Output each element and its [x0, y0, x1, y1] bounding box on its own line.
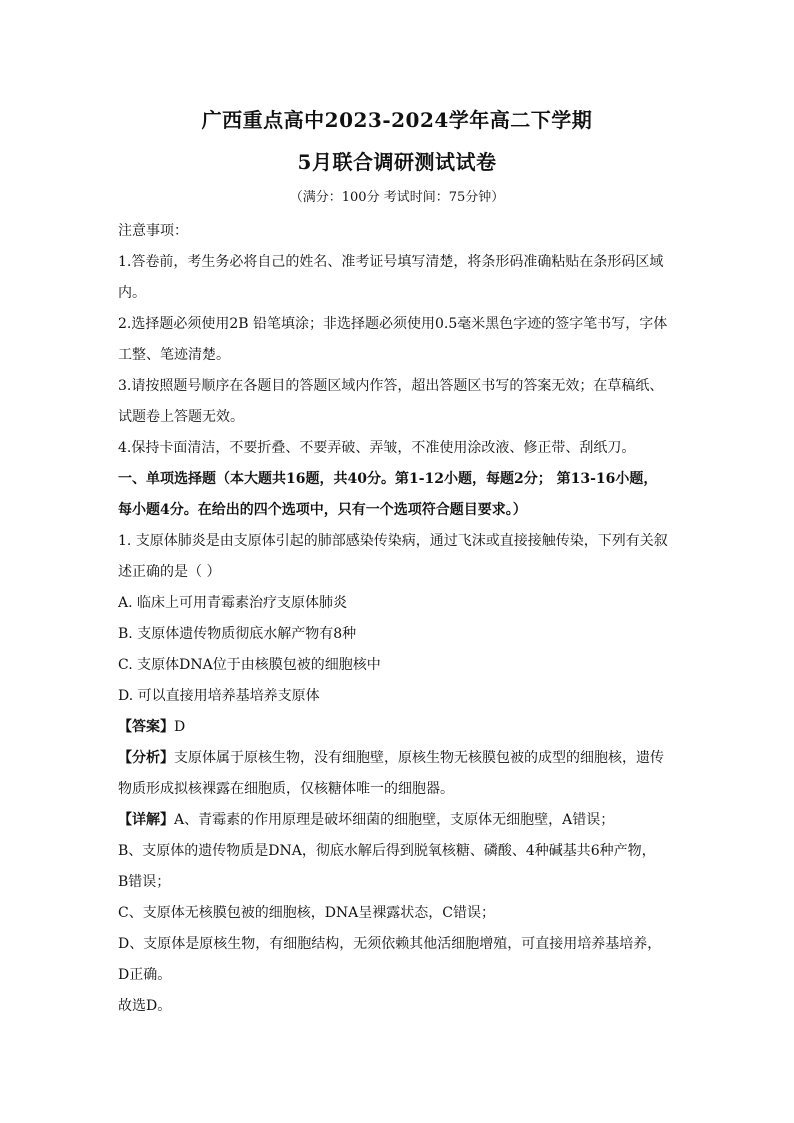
analysis-label: 【分析】 — [118, 750, 174, 766]
notes-heading: 注意事项： — [118, 223, 188, 239]
section-heading-line1: 一、单项选择题（本大题共16题，共40分。第1-12小题，每题2分； 第13-16小题， — [118, 471, 658, 487]
document-body — [118, 216, 678, 1022]
analysis-text: 物质形成拟核裸露在细胞质，仅核糖体唯一的细胞器。 — [118, 781, 454, 797]
detail-text: D正确。 — [118, 967, 172, 983]
answer-value: D — [174, 719, 186, 735]
notes-line: 3.请按照题号顺序在各题目的答题区域内作答，超出答题区书写的答案无效；在草稿纸、 — [118, 378, 664, 394]
detail-text: B、支原体的遗传物质是DNA，彻底水解后得到脱氧核糖、磷酸、4种碱基共6种产物， — [118, 843, 656, 859]
notes-line: 1.答卷前，考生务必将自己的姓名、准考证号填写清楚，将条形码准确粘贴在条形码区域 — [118, 254, 664, 270]
analysis-text: 支原体属于原核生物，没有细胞壁，原核生物无核膜包被的成型的细胞核，遗传 — [174, 750, 664, 766]
notes-line: 2.选择题必须使用2B 铅笔填涂；非选择题必须使用0.5毫米黑色字迹的签字笔书写，字体 — [118, 316, 668, 332]
notes-line: 工整、笔迹清楚。 — [118, 347, 230, 363]
answer-line — [118, 712, 678, 743]
option-c: C. 支原体DNA位于由核膜包被的细胞核中 — [118, 657, 381, 673]
question-stem: 1. 支原体肺炎是由支原体引起的肺部感染传染病，通过飞沫或直接接触传染，下列有关叙 — [118, 533, 668, 549]
exam-meta: （满分：100分 考试时间：75分钟） — [289, 190, 505, 205]
notes-line: 4.保持卡面清洁，不要折叠、不要弄破、弄皱，不准使用涂改液、修正带、刮纸刀。 — [118, 440, 636, 456]
option-d: D. 可以直接用培养基培养支原体 — [118, 688, 320, 704]
question-stem: 述正确的是（ ） — [118, 564, 221, 580]
detail-text: C、支原体无核膜包被的细胞核，DNA呈裸露状态，C错误； — [118, 905, 496, 921]
exam-title-line1: 广西重点高中2023-2024学年高二下学期 — [201, 108, 593, 132]
detail-line — [118, 805, 678, 836]
notes-line: 内。 — [118, 285, 146, 301]
detail-text: D、支原体是原核生物，有细胞结构，无须依赖其他活细胞增殖，可直接用培养基培养， — [118, 936, 662, 952]
analysis-line — [118, 743, 678, 774]
detail-text: B错误； — [118, 874, 171, 890]
exam-title-line2: 5月联合调研测试试卷 — [297, 150, 497, 174]
section-heading-line2: 每小题4分。在给出的四个选项中，只有一个选项符合题目要求。） — [118, 502, 527, 518]
answer-label: 【答案】 — [118, 719, 174, 735]
detail-text: A、青霉素的作用原理是破坏细菌的细胞壁，支原体无细胞壁，A错误； — [174, 812, 615, 828]
option-a: A. 临床上可用青霉素治疗支原体肺炎 — [118, 595, 348, 611]
option-b: B. 支原体遗传物质彻底水解产物有8种 — [118, 626, 357, 642]
notes-line: 试题卷上答题无效。 — [118, 409, 244, 425]
detail-conclusion: 故选D。 — [118, 998, 172, 1014]
detail-label: 【详解】 — [118, 812, 174, 828]
